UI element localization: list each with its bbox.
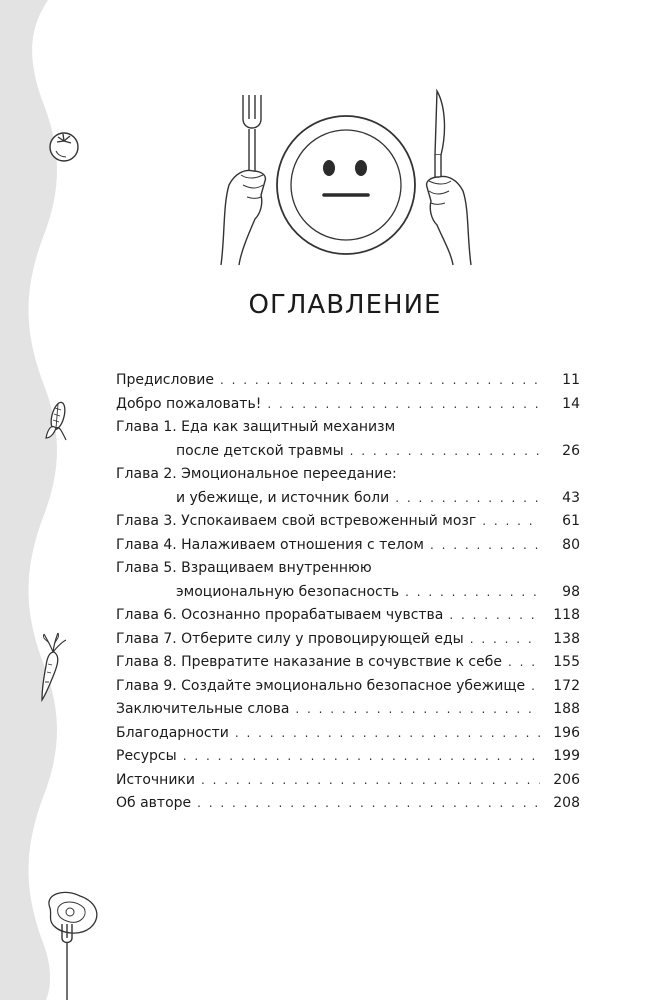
toc-page: 188 bbox=[553, 701, 580, 717]
toc-entry-welcome bbox=[116, 393, 580, 417]
toc-entry-ch6 bbox=[116, 604, 580, 628]
toc-page: 118 bbox=[553, 607, 580, 623]
tomato-icon bbox=[44, 125, 84, 165]
toc-label: Глава 7. Отберите силу у провоцирующей еды bbox=[116, 630, 464, 647]
toc-page: 138 bbox=[553, 630, 580, 647]
toc-leader bbox=[183, 745, 540, 769]
toc-label: Глава 1. Еда как защитный механизм bbox=[116, 419, 396, 435]
toc-label: Источники bbox=[116, 771, 195, 788]
toc-leader bbox=[470, 628, 540, 652]
toc-entry-ch8 bbox=[116, 651, 580, 675]
toc-leader bbox=[430, 534, 540, 558]
toc-leader bbox=[395, 487, 540, 511]
plate-left-eye bbox=[323, 160, 335, 176]
toc-label: Предисловие bbox=[116, 372, 214, 388]
toc-leader bbox=[201, 769, 540, 793]
toc-entry-thanks bbox=[116, 722, 580, 746]
toc-entry-closing bbox=[116, 698, 580, 722]
toc-page: 14 bbox=[562, 395, 580, 412]
toc-label: Глава 5. Взращиваем внутреннюю bbox=[116, 560, 372, 576]
toc-page: 155 bbox=[553, 654, 580, 670]
toc-label: Глава 6. Осознанно прорабатываем чувства bbox=[116, 607, 444, 623]
toc-leader bbox=[267, 393, 540, 417]
toc-page: 196 bbox=[553, 724, 580, 741]
toc-page: 26 bbox=[562, 442, 580, 459]
toc-entry-ch3 bbox=[116, 510, 580, 534]
steak-fork-icon bbox=[40, 888, 110, 1000]
toc-leader bbox=[449, 604, 540, 628]
corn-icon bbox=[38, 398, 74, 446]
toc-entry-ch1 bbox=[116, 440, 580, 464]
toc-leader bbox=[531, 675, 540, 699]
page-title: ОГЛАВЛЕНИЕ bbox=[248, 290, 442, 320]
toc-label: Заключительные слова bbox=[116, 701, 290, 717]
toc-leader bbox=[405, 581, 540, 605]
toc-entry-ch5 bbox=[116, 581, 580, 605]
toc-label: Благодарности bbox=[116, 724, 229, 741]
carrot-icon bbox=[32, 630, 72, 705]
toc-leader bbox=[235, 722, 540, 746]
toc-entry-ch2-line1 bbox=[116, 463, 580, 487]
toc-leader bbox=[350, 440, 540, 464]
toc-page: 98 bbox=[562, 583, 580, 600]
toc-label: после детской травмы bbox=[176, 442, 344, 459]
toc-page: 206 bbox=[553, 771, 580, 788]
toc-page: 199 bbox=[553, 748, 580, 764]
toc-label: Глава 2. Эмоциональное переедание: bbox=[116, 466, 397, 482]
right-hand-drawing bbox=[427, 177, 471, 265]
toc-entry-ch4 bbox=[116, 534, 580, 558]
toc-page: 208 bbox=[553, 795, 580, 811]
toc-page: 61 bbox=[562, 513, 580, 529]
toc-entry-ch9 bbox=[116, 675, 580, 699]
toc-entry-author bbox=[116, 792, 580, 816]
toc-entry-sources bbox=[116, 769, 580, 793]
toc-label: Об авторе bbox=[116, 795, 192, 811]
toc-entry-resources bbox=[116, 745, 580, 769]
toc-entry-preface bbox=[116, 369, 580, 393]
toc-leader bbox=[482, 510, 540, 534]
fork-drawing bbox=[243, 95, 261, 173]
toc-label: Ресурсы bbox=[116, 748, 177, 764]
toc-label: и убежище, и источник боли bbox=[176, 489, 390, 506]
toc-leader bbox=[508, 651, 540, 675]
toc-page: 172 bbox=[553, 677, 580, 694]
toc-page: 43 bbox=[562, 489, 580, 506]
sad-plate-illustration bbox=[205, 85, 485, 275]
toc-label: Глава 4. Налаживаем отношения с телом bbox=[116, 536, 424, 553]
toc-label: Глава 8. Превратите наказание в сочувствие к себе bbox=[116, 654, 502, 670]
toc-leader bbox=[295, 698, 540, 722]
toc-entry-ch7 bbox=[116, 628, 580, 652]
toc-label: Глава 9. Создайте эмоционально безопасное убежище bbox=[116, 677, 526, 694]
toc-leader bbox=[220, 369, 540, 393]
plate-right-eye bbox=[355, 160, 367, 176]
toc-entry-ch5-line1 bbox=[116, 557, 580, 581]
toc-label: Добро пожаловать! bbox=[116, 395, 262, 412]
toc-page: 11 bbox=[562, 372, 580, 388]
toc-entry-ch2 bbox=[116, 487, 580, 511]
table-of-contents bbox=[116, 369, 580, 816]
toc-label: эмоциональную безопасность bbox=[176, 583, 400, 600]
toc-leader bbox=[197, 792, 540, 816]
toc-entry-ch1-line1 bbox=[116, 416, 580, 440]
toc-page: 80 bbox=[562, 536, 580, 553]
toc-label: Глава 3. Успокаиваем свой встревоженный мозг bbox=[116, 513, 477, 529]
